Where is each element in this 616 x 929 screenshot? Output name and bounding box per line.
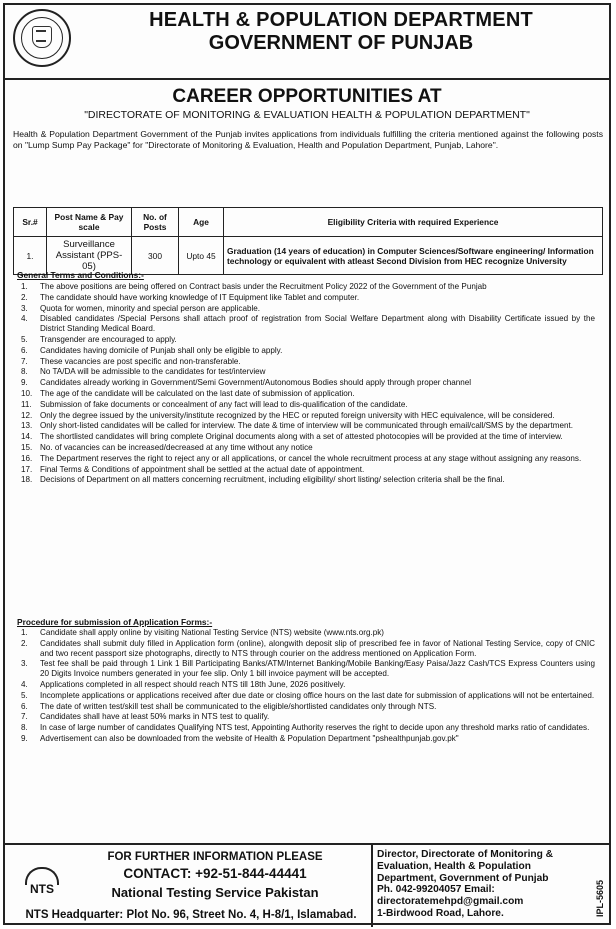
- list-item-number: 11.: [21, 399, 32, 409]
- list-item-number: 8.: [21, 723, 28, 733]
- list-item-text: Disabled candidates /Special Persons shall attach proof of registration from Social Welfare Department along with Disability Certificate issued by the District Standing Medical Board.: [40, 314, 595, 334]
- list-item-number: 2.: [21, 638, 28, 648]
- list-item: [13, 465, 595, 475]
- list-item-text: In case of large number of candidates Qualifying NTS test, Appointing Authority reserves the right to decide upon any threshold marks ratio of candidates.: [40, 723, 590, 733]
- list-item: [13, 421, 595, 431]
- intro-paragraph: Health & Population Department Government of the Punjab invites applications from individuals fulfilling the criteria mentioned against the following posts on "Lump Sump Pay Package" for "Directorate of Monitoring & Evaluation, Health and Population Department, Punjab, Lahore".: [13, 129, 603, 150]
- list-item-text: These vacancies are post specific and non-transferable.: [40, 356, 241, 366]
- list-item-number: 12.: [21, 410, 33, 420]
- list-item-number: 6.: [21, 345, 28, 355]
- list-item: [13, 443, 595, 453]
- directorate-name: "DIRECTORATE OF MONITORING & EVALUATION HEALTH & POPULATION DEPARTMENT": [84, 109, 530, 121]
- list-item-text: The age of the candidate will be calculated on the last date of submission of application.: [40, 388, 355, 398]
- terms-list: [13, 282, 595, 486]
- header: [5, 5, 609, 81]
- cell-posts: 300: [132, 237, 179, 275]
- director-line: 1-Birdwood Road, Lahore.: [377, 907, 504, 919]
- director-contact: [377, 849, 589, 920]
- list-item-text: Transgender are encouraged to apply.: [40, 334, 177, 344]
- list-item: [13, 734, 595, 744]
- list-item: [13, 367, 595, 377]
- info-heading: FOR FURTHER INFORMATION PLEASE: [107, 851, 323, 863]
- list-item: [13, 723, 595, 733]
- list-item: [13, 659, 595, 679]
- procedure-title: Procedure for submission of Application Forms:-: [17, 617, 213, 627]
- list-item-number: 15.: [21, 442, 33, 452]
- header-criteria: Eligibility Criteria with required Experience: [224, 208, 603, 237]
- nts-headquarter: NTS Headquarter: Plot No. 96, Street No. 4, H-8/1, Islamabad.: [25, 909, 357, 921]
- header-posts: No. of Posts: [132, 208, 179, 237]
- advertisement-page: [3, 3, 611, 925]
- list-item-number: 16.: [21, 453, 33, 463]
- list-item-number: 13.: [21, 421, 33, 431]
- list-item: [13, 304, 595, 314]
- list-item-number: 7.: [21, 356, 28, 366]
- list-item: [13, 282, 595, 292]
- contact-number: CONTACT: +92-51-844-44441: [123, 866, 307, 881]
- list-item-text: Candidates already working in Government/Semi Government/Autonomous Bodies should apply through proper channel: [40, 378, 472, 388]
- list-item-number: 3.: [21, 659, 28, 669]
- list-item-number: 5.: [21, 334, 28, 344]
- list-item-text: The Department reserves the right to reject any or all applications, or cancel the whole recruitment process at any stage without assigning any reasons.: [40, 453, 582, 463]
- career-heading: CAREER OPPORTUNITIES AT: [172, 86, 442, 107]
- list-item: [13, 411, 595, 421]
- list-item: [13, 293, 595, 303]
- procedure-list: [13, 628, 595, 745]
- director-line: directoratemehpd@gmail.com: [377, 896, 524, 908]
- list-item-number: 9.: [21, 733, 28, 743]
- header-age: Age: [179, 208, 224, 237]
- list-item-number: 1.: [21, 628, 28, 637]
- list-item-text: Candidates having domicile of Punjab shall only be eligible to apply.: [40, 345, 283, 355]
- list-item-number: 4.: [21, 679, 28, 689]
- list-item-text: Quota for women, minority and special person are applicable.: [40, 303, 260, 313]
- list-item-text: Incomplete applications or applications received after due date or closing office hours on the last date for submission of applications will not be entertained.: [40, 690, 595, 700]
- footer-divider: [371, 845, 373, 927]
- list-item: [13, 712, 595, 722]
- header-sr: Sr.#: [14, 208, 47, 237]
- list-item: [13, 475, 595, 485]
- list-item-number: 10.: [21, 388, 33, 398]
- list-item-text: The shortlisted candidates will bring complete Original documents along with a set of attested photocopies will be provided at the time of interview.: [40, 432, 563, 442]
- list-item-number: 2.: [21, 292, 28, 302]
- director-line: Department, Government of Punjab: [377, 872, 549, 884]
- list-item-text: The date of written test/skill test shall be communicated to the eligible/shortlisted candidates only through NTS.: [40, 701, 437, 711]
- director-line: Ph. 042-99204057 Email:: [377, 884, 495, 896]
- list-item-number: 17.: [21, 464, 33, 474]
- list-item-number: 14.: [21, 432, 33, 442]
- list-item-text: Submission of fake documents or concealment of any fact will lead to dis-qualification of the candidate.: [40, 399, 408, 409]
- list-item-text: No. of vacancies can be increased/decreased at any time without any notice: [40, 442, 313, 452]
- list-item-text: Advertisement can also be downloaded from the website of Health & Population Department "pshealthpunjab.gov.pk": [40, 733, 459, 743]
- list-item: [13, 378, 595, 388]
- list-item-number: 9.: [21, 378, 28, 388]
- list-item-number: 7.: [21, 712, 28, 722]
- list-item-number: 1.: [21, 282, 28, 291]
- list-item: [13, 389, 595, 399]
- header-post: Post Name & Pay scale: [47, 208, 132, 237]
- list-item-number: 6.: [21, 701, 28, 711]
- list-item: [13, 454, 595, 464]
- list-item: [13, 335, 595, 345]
- list-item: [13, 432, 595, 442]
- department-title: HEALTH & POPULATION DEPARTMENT: [149, 9, 533, 31]
- table-header-row: [14, 208, 603, 237]
- list-item-text: Applications completed in all respect should reach NTS till 18th June, 2026 positively.: [40, 679, 346, 689]
- list-item-number: 8.: [21, 367, 28, 377]
- list-item-number: 4.: [21, 314, 28, 324]
- table-row: [14, 237, 603, 275]
- nts-logo-text: NTS: [30, 882, 54, 896]
- list-item: [13, 702, 595, 712]
- list-item-number: 3.: [21, 303, 28, 313]
- punjab-seal-icon: [13, 9, 71, 67]
- list-item-text: Candidates shall have at least 50% marks in NTS test to qualify.: [40, 712, 270, 722]
- nts-logo-icon: [19, 867, 65, 905]
- list-item: [13, 639, 595, 659]
- list-item-text: Candidate shall apply online by visiting National Testing Service (NTS) website (www.nts.org.pk): [40, 628, 384, 637]
- nts-name: National Testing Service Pakistan: [111, 885, 319, 900]
- director-line: Director, Directorate of Monitoring &: [377, 849, 554, 860]
- list-item-text: Candidates shall submit duly filled in Application form (online), alongwith deposit slip of prescribed fee in favor of National Testing Service, copy of CNIC and two recent passport size photographs, directly to NTS through courier on the address mentioned on Application Form.: [40, 638, 595, 658]
- list-item-text: Test fee shall be paid through 1 Link 1 Bill Participating Banks/ATM/Internet Banking/Mobile Banking/Easy Paisa/Jazz Cash/TCS Express Counters using 20 Digits Invoice numbers generated in your fee slip. Only 1 bill invoice payment will be accepted.: [40, 659, 595, 679]
- cell-criteria: Graduation (14 years of education) in Computer Sciences/Software engineering/ Information technology or equivalent with atleast Second Division from HEC recognize University: [224, 237, 603, 275]
- list-item-number: 18.: [21, 475, 33, 485]
- list-item: [13, 628, 595, 638]
- ipl-number: [593, 859, 607, 919]
- director-line: Evaluation, Health & Population: [377, 860, 531, 872]
- list-item-text: Only the degree issued by the university/institute recognized by the HEC or reputed foreign university with HEC equivalence, will be considered.: [40, 410, 555, 420]
- government-title: GOVERNMENT OF PUNJAB: [208, 32, 474, 54]
- list-item: [13, 346, 595, 356]
- list-item: [13, 691, 595, 701]
- list-item-text: The candidate should have working knowledge of IT Equipment like Tablet and computer.: [40, 292, 360, 302]
- list-item: [13, 357, 595, 367]
- footer: [5, 843, 609, 927]
- list-item-text: No TA/DA will be admissible to the candidates for test/interview: [40, 367, 266, 377]
- list-item-text: Decisions of Department on all matters concerning recruitment, including eligibility/ short listing/ selection criteria shall be the final.: [40, 475, 505, 485]
- list-item-number: 5.: [21, 690, 28, 700]
- list-item: [13, 314, 595, 334]
- cell-sr: 1.: [14, 237, 47, 275]
- cell-post: Surveillance Assistant (PPS-05): [47, 237, 132, 275]
- list-item-text: The above positions are being offered on Contract basis under the Recruitment Policy 2022 of the Government of the Punjab: [40, 282, 487, 291]
- list-item: [13, 400, 595, 410]
- list-item-text: Final Terms & Conditions of appointment shall be settled at the actual date of appointment.: [40, 464, 365, 474]
- list-item: [13, 680, 595, 690]
- header-divider: [5, 78, 609, 80]
- terms-title: General Terms and Conditions:-: [17, 270, 144, 280]
- list-item-text: Only short-listed candidates will be called for interview. The date & time of interview will be communicated through email/call/SMS by the department.: [40, 421, 573, 431]
- cell-age: Upto 45: [179, 237, 224, 275]
- posts-table: [13, 207, 603, 275]
- ipl-text: IPL-5605: [595, 879, 605, 917]
